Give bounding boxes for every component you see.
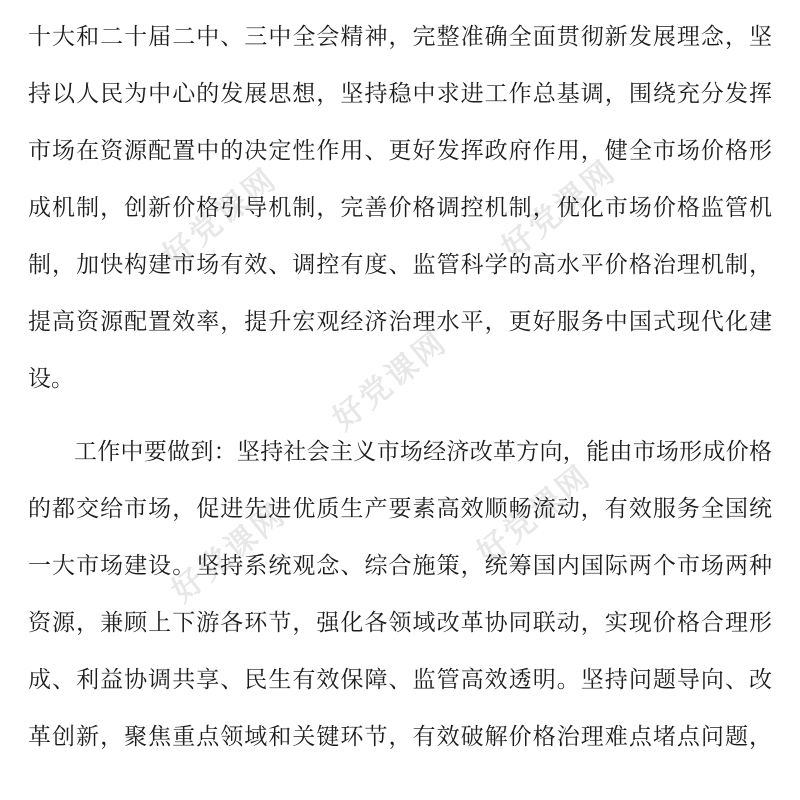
text-line: 一大市场建设。坚持系统观念、综合施策，统筹国内国际两个市场两种 — [28, 552, 772, 578]
text-line: 的都交给市场，促进先进优质生产要素高效顺畅流动，有效服务全国统 — [28, 495, 772, 521]
paragraph — [28, 8, 772, 407]
watermark-text: 好党课网 — [470, 457, 598, 571]
text-line: 成、利益协调共享、民生有效保障、监管高效透明。坚持问题导向、改 — [28, 666, 772, 692]
text-line: 提高资源配置效率，提升宏观经济治理水平，更好服务中国式现代化建 — [28, 308, 772, 334]
text-line: 十大和二十届二中、三中全会精神，完整准确全面贯彻新发展理念，坚 — [28, 23, 772, 49]
watermark-text: 好党课网 — [165, 495, 293, 609]
text-line: 工作中要做到：坚持社会主义市场经济改革方向，能由市场形成价格 — [74, 438, 772, 464]
text-line: 革创新，聚焦重点领域和关键环节，有效破解价格治理难点堵点问题， — [28, 723, 772, 749]
watermark-text: 好党课网 — [495, 152, 623, 266]
text-line: 设。 — [28, 365, 74, 391]
text-line: 资源，兼顾上下游各环节，强化各领域改革协同联动，实现价格合理形 — [28, 609, 772, 635]
text-line: 成机制，创新价格引导机制，完善价格调控机制，优化市场价格监管机 — [28, 194, 772, 220]
watermark-text: 好党课网 — [326, 323, 454, 437]
watermark-text: 好党课网 — [156, 160, 284, 274]
text-line: 持以人民为中心的发展思想，坚持稳中求进工作总基调，围绕充分发挥 — [28, 80, 772, 106]
paragraph — [28, 423, 772, 765]
text-line: 市场在资源配置中的决定性作用、更好发挥政府作用，健全市场价格形 — [28, 137, 772, 163]
text-line: 制，加快构建市场有效、调控有度、监管科学的高水平价格治理机制， — [28, 251, 772, 277]
